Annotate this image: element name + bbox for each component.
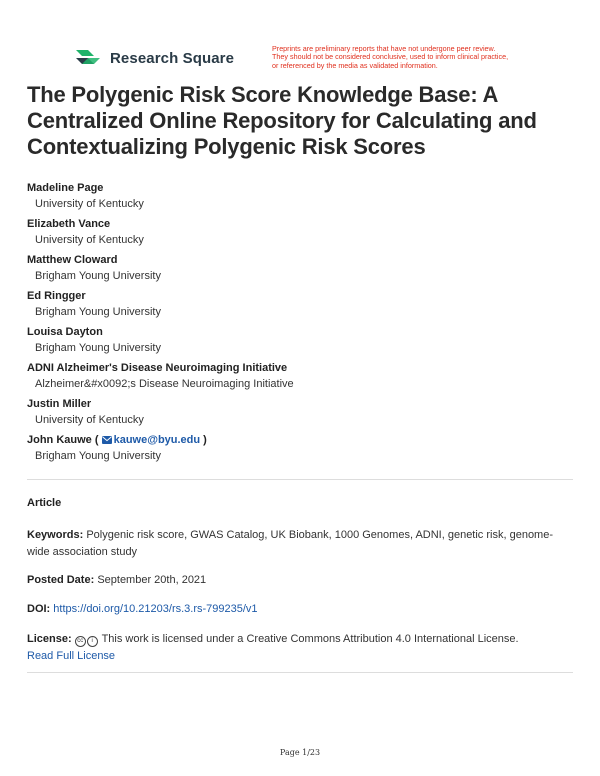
author-entry — [27, 397, 577, 429]
doi-link[interactable]: https://doi.org/10.21203/rs.3.rs-799235/v1 — [53, 603, 258, 615]
author-name: Madeline Page — [27, 182, 104, 194]
cc-icon: cc — [75, 636, 86, 647]
doi-label: DOI: — [27, 603, 51, 615]
author-email-link[interactable]: kauwe@byu.edu — [102, 434, 201, 446]
keywords — [27, 527, 575, 561]
author-affiliation: Brigham Young University — [35, 270, 161, 282]
envelope-icon — [102, 436, 112, 444]
author-affiliation: Brigham Young University — [35, 342, 161, 354]
author-affiliation: Brigham Young University — [35, 306, 161, 318]
divider — [27, 672, 573, 673]
author-entry — [27, 361, 577, 393]
notice-line: They should not be considered conclusive, used to inform clinical practice, — [272, 52, 509, 62]
page-number: Page 1/23 — [279, 748, 321, 757]
notice-line: or referenced by the media as validated information. — [272, 60, 438, 70]
author-name: Matthew Cloward — [27, 254, 118, 266]
author-affiliation: University of Kentucky — [35, 198, 144, 210]
author-list — [27, 181, 577, 469]
research-square-logo-icon — [74, 46, 104, 70]
license — [27, 631, 575, 665]
posted-date-text: September 20th, 2021 — [97, 574, 207, 586]
license-label: License: — [27, 633, 72, 645]
author-affiliation: Brigham Young University — [35, 450, 161, 462]
keywords-label: Keywords: — [27, 529, 84, 541]
author-name: ADNI Alzheimer's Disease Neuroimaging Initiative — [27, 362, 288, 374]
preprint-notice — [272, 45, 572, 70]
research-square-logo[interactable] — [74, 46, 234, 70]
by-icon: i — [87, 636, 98, 647]
notice-line: Preprints are preliminary reports that have not undergone peer review. — [272, 44, 496, 53]
read-full-license-link[interactable]: Read Full License — [27, 650, 116, 662]
author-entry — [27, 217, 577, 249]
author-name: Elizabeth Vance — [27, 218, 111, 230]
author-name: Louisa Dayton — [27, 326, 103, 338]
article-type: Article — [27, 497, 62, 509]
paper-title: The Polygenic Risk Score Knowledge Base: A Centralized Online Repository for Calculating and Contextualizing Polygenic Risk Scores — [27, 82, 537, 159]
author-entry — [27, 325, 577, 357]
author-affiliation: Alzheimer&#x0092;s Disease Neuroimaging Initiative — [35, 378, 294, 390]
author-affiliation: University of Kentucky — [35, 234, 144, 246]
author-name: Ed Ringger — [27, 290, 86, 302]
author-name: John Kauwe — [27, 434, 92, 446]
author-name: Justin Miller — [27, 398, 92, 410]
license-text: This work is licensed under a Creative Commons Attribution 4.0 International License. — [101, 633, 519, 645]
logo-text: Research Square — [110, 49, 235, 67]
posted-date-label: Posted Date: — [27, 574, 95, 586]
divider — [27, 479, 573, 480]
doi — [27, 601, 575, 618]
author-entry — [27, 289, 577, 321]
author-affiliation: University of Kentucky — [35, 414, 144, 426]
author-entry — [27, 253, 577, 285]
author-entry — [27, 181, 577, 213]
corresponding-author-entry: John Kauwe ( kauwe@byu.edu ) Brigham Young University — [27, 433, 577, 465]
posted-date — [27, 572, 575, 589]
keywords-text: Polygenic risk score, GWAS Catalog, UK Biobank, 1000 Genomes, ADNI, genetic risk, genome-wide association study — [27, 529, 554, 558]
